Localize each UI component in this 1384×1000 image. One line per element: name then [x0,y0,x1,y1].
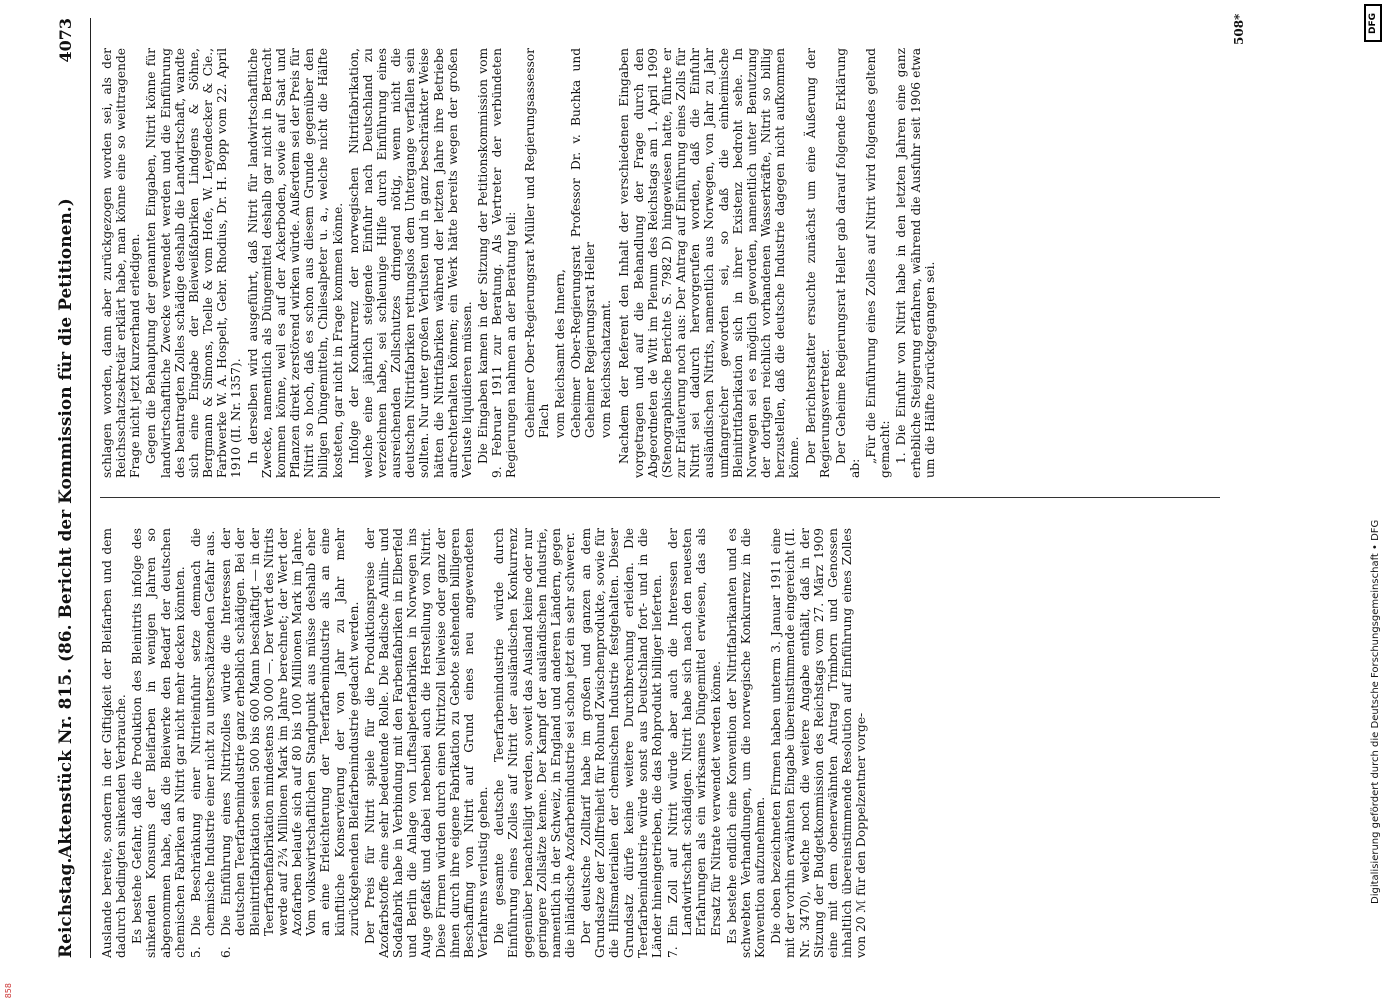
attendee-affiliation: vom Reichsamt des Innern, [552,269,567,438]
item-number: 5. [188,946,203,958]
archive-stamp: 858 [4,982,13,998]
left-column [100,528,1220,958]
numbered-item [189,528,217,958]
column-divider [100,497,1220,498]
paragraph: Es bestehe Gefahr, daß die Produktion des Bleinitrits infolge des sinkenden Konsums der Bleifarben in wenigen Jahren so abgenommen habe, daß die Bleiwerke den Bedarf der deutschen chemischen Fabriken an Nitrit gar nicht mehr decken könnten. [130,528,187,958]
paragraph: Es bestehe endlich eine Konvention der Nitritfabrikanten und es schwebten Verhandlungen, um die norwegische Konkurrenz in die Konvention aufzunehmen. [724,528,768,958]
paragraph: Auslande bereite, sondern in der Giftigkeit der Bleifarben und dem dadurch bedingten sinkenden Verbrauche. [100,528,129,958]
paragraph: Der Geheime Regierungsrat Heller gab darauf folgende Erklärung ab: [833,48,862,478]
paragraph: „Für die Einführung eines Zolles auf Nitrit wird folgendes geltend gemacht: [864,48,893,478]
header-left: Reichstag. [56,857,76,958]
attendee-entry: Geheimer Ober-Regierungsrat Müller und Regierungsassessor Flach [522,48,551,438]
item-text: Die Beschränkung einer Nitriteinfuhr setze demnach die chemische Industrie einer nicht zu unterschätzenden Gefahr aus. [188,528,218,936]
item-text: Ein Zoll auf Nitrit würde aber auch die Interessen der Landwirtschaft schädigen. Nitrit habe sich nach den neuesten Erfahrungen als ein wirksames Düngemittel erwiesen, das als Ersatz für Nitrate verwendet werden könne. [666,528,723,936]
dfg-logo: DFG [1364,4,1382,42]
paragraph: Nachdem der Referent den Inhalt der verschiedenen Eingaben vorgetragen und auf die Behandlung der Frage durch den Abgeordneten de Witt im Plenum des Reichstags am 1. April 1909 (Stenographische Berichte S. 7982 D) hingewiesen hatte, führte er zur Erläuterung noch aus: Der Antrag auf Einführung eines Zolls für Nitrit sei dadurch hervorgerufen worden, daß die Einfuhr ausländischen Nitrits, namentlich aus Norwegen, von Jahr zu Jahr umfangreicher geworden sei, so daß die einheimische Bleinitritfabrikation sich in ihrer Existenz bedroht sehe. In Norwegen sei es möglich geworden, namentlich unter Benutzung der dortigen reichlich vorhandenen Wasserkräfte, Nitrit so billig herzustellen, daß die deutsche Industrie dagegen nicht aufkommen könne. [617,48,802,478]
paragraph: In derselben wird ausgeführt, daß Nitrit für landwirtschaftliche Zwecke, namentlich als Düngemittel deshalb gar nicht in Betracht kommen könne, weil es auf der Ackerboden, sowie auf Saat und Pflanzen direkt zerstörend wirken würde. Außerdem sei der Preis für Nitrit so hoch, daß es schon aus diesem Grunde gegenüber den billigen Düngemitteln, Chilesalpeter u. a., welche nicht die Hälfte kosteten, gar nicht in Frage kommen könne. [245,48,345,478]
paragraph: Die gesamte deutsche Teerfarbenindustrie würde durch Einführung eines Zolles auf Nitrit der ausländischen Konkurrenz gegenüber benachteiligt werden, soweit das Ausland keine oder nur geringere Zollsätze kenne. Der Kampf der ausländischen Industrie, namentlich in der Schweiz, in England und anderen Ländern, gegen die inländische Azofarbenindustrie sei schon jetzt ein sehr schwerer. [492,528,577,958]
signature-mark: 508* [1232,13,1246,45]
paragraph: Der Berichterstatter ersuchte zunächst um eine Äußerung der Regierungsvertreter. [803,48,832,478]
attendee-entry: Geheimer Ober-Regierungsrat Professor Dr. v. Buchka und Geheimer Regierungsrat Heller [569,48,598,438]
right-column [100,48,1220,478]
item-text: Die Einführung eines Nitritzolles würde die Interessen der deutschen Teerfarbenindustrie ganz erheblich schädigen. Bei der Bleinitritfabrikation seien 500 bis 600 Mann beschäftigt — in der Teerfarbenfabrikation mindestens 30 000 —. Der Wert des Nitrits werde auf 2¾ Millionen Mark im Jahre berechnet; der Wert der Azofarben belaufe sich auf 80 bis 100 Millionen Mark im Jahre. Vom volkswirtschaftlichen Standpunkt aus müsse deshalb eher an eine Erleichterung der Teerfarbenindustrie als an eine künftliche Konservierung der von Jahr zu Jahr mehr zurückgehenden Bleifarbenindustrie gedacht werden. [219,528,361,936]
paragraph: Der Preis für Nitrit spiele für die Produktionspreise der Azofarbstoffe eine sehr bedeutende Rolle. Die Badische Anilin- und Sodafabrik habe in Verbindung mit den Farbenfabriken in Elberfeld und Berlin die Anlage von Luftsalpeterfabriken in Norwegen ins Auge gefaßt und dabei nebenbei auch die Herstellung von Nitrit. Diese Firmen würden durch einen Nitritzoll teilweise oder ganz der ihnen durch ihre eigene Fabrikation zu Gebote stehenden billigeren Beschaffung von Nitrit auf Grund eines neu angewendeten Verfahrens verlustig gehen. [362,528,491,958]
funding-credit: Digitalisierung gefördert durch die Deutsche Forschungsgemeinschaft • DFG [1370,519,1381,904]
attendee-list [523,48,614,438]
paragraph: Die oben bezeichneten Firmen haben unterm 3. Januar 1911 eine mit der vorhin erwähnten Eingabe übereinstimmende eingereicht (II. Nr. 3470), welche noch die weitere Angabe enthält, daß in der Sitzung der Budgetkommission des Reichstags vom 27. März 1909 eine mit dem obenerwähnten Antrag Trimborn und Genossen inhaltlich übereinstimmende Resolution auf Einführung eines Zolles von 20 ℳ für den Doppelzentner vorge- [769,528,869,958]
item-number: 7. [666,946,681,958]
numbered-item [219,528,361,958]
paragraph: Der deutsche Zolltarif habe im großen und ganzen an dem Grundsatze der Zollfreiheit für Rohund Zwischenprodukte, sowie für die Hilfsmaterialien der chemischen Industrie festgehalten. Dieser Grundsatz dürfe keine weitere Durchbrechung erleiden. Die Teerfarbenindustrie würde sonst aus Deutschland fort- und in die Länder hineingetrieben, die das Rohprodukt billiger lieferten. [579,528,664,958]
item-number: 6. [219,946,234,958]
header-title: Aktenstück Nr. 815. (86. Bericht der Kommission für die Petitionen.) [56,198,76,858]
paragraph: Infolge der Konkurrenz der norwegischen Nitritfabrikation, welche eine jährlich steigende Einfuhr nach Deutschland zu verzeichnen habe, sei schleunige Hilfe durch Einführung eines ausreichenden Zollschutzes dringend nötig, wenn nicht die deutschen Nitritfabriken rettungslos dem Untergange verfallen sein sollten. Nur unter großen Verlusten und in ganz beschränkter Weise hätten die Nitritfabriken während der letzten Jahre ihre Betriebe aufrechterhalten können; ein Werk hätte bereits wegen der großen Verluste liquidieren müssen. [346,48,474,478]
paragraph: schlagen worden, dann aber zurückgezogen worden sei, als der Reichsschatzsekretär erklärt habe, man könne eine so weittragende Frage nicht jetzt kurzerhand erledigen. [100,48,143,478]
paragraph: Gegen die Behauptung der genannten Eingaben, Nitrit könne für landwirtschaftliche Zwecke verwendet werden und die Einführung des beantragten Zolles schädige deshalb die Landwirtschaft, wandte sich eine Eingabe der Bleiweißfabriken Lindgens & Söhne, Bergmann & Simons, Toelle & vom Hofe, W. Leyendecker & Cie., Farbwerke W. A. Hospelt, Gebr. Rhodius, Dr. H. Bopp vom 22. April 1910 (II. Nr. 1357). [144,48,244,478]
page-number: 4073 [56,18,75,63]
paragraph: Die Eingaben kamen in der Sitzung der Petitionskommission vom 9. Februar 1911 zur Beratung. Als Vertreter der verbündeten Regierungen nahmen an der Beratung teil: [476,48,519,478]
numbered-item [666,528,723,958]
page-header [56,18,91,958]
attendee-affiliation: vom Reichsschatzamt. [599,300,614,438]
paragraph: 1. Die Einfuhr von Nitrit habe in den letzten Jahren eine ganz erhebliche Steigerung erfahren, während die Ausfuhr seit 1906 etwa um die Hälfte zurückgegangen sei. [894,48,937,478]
